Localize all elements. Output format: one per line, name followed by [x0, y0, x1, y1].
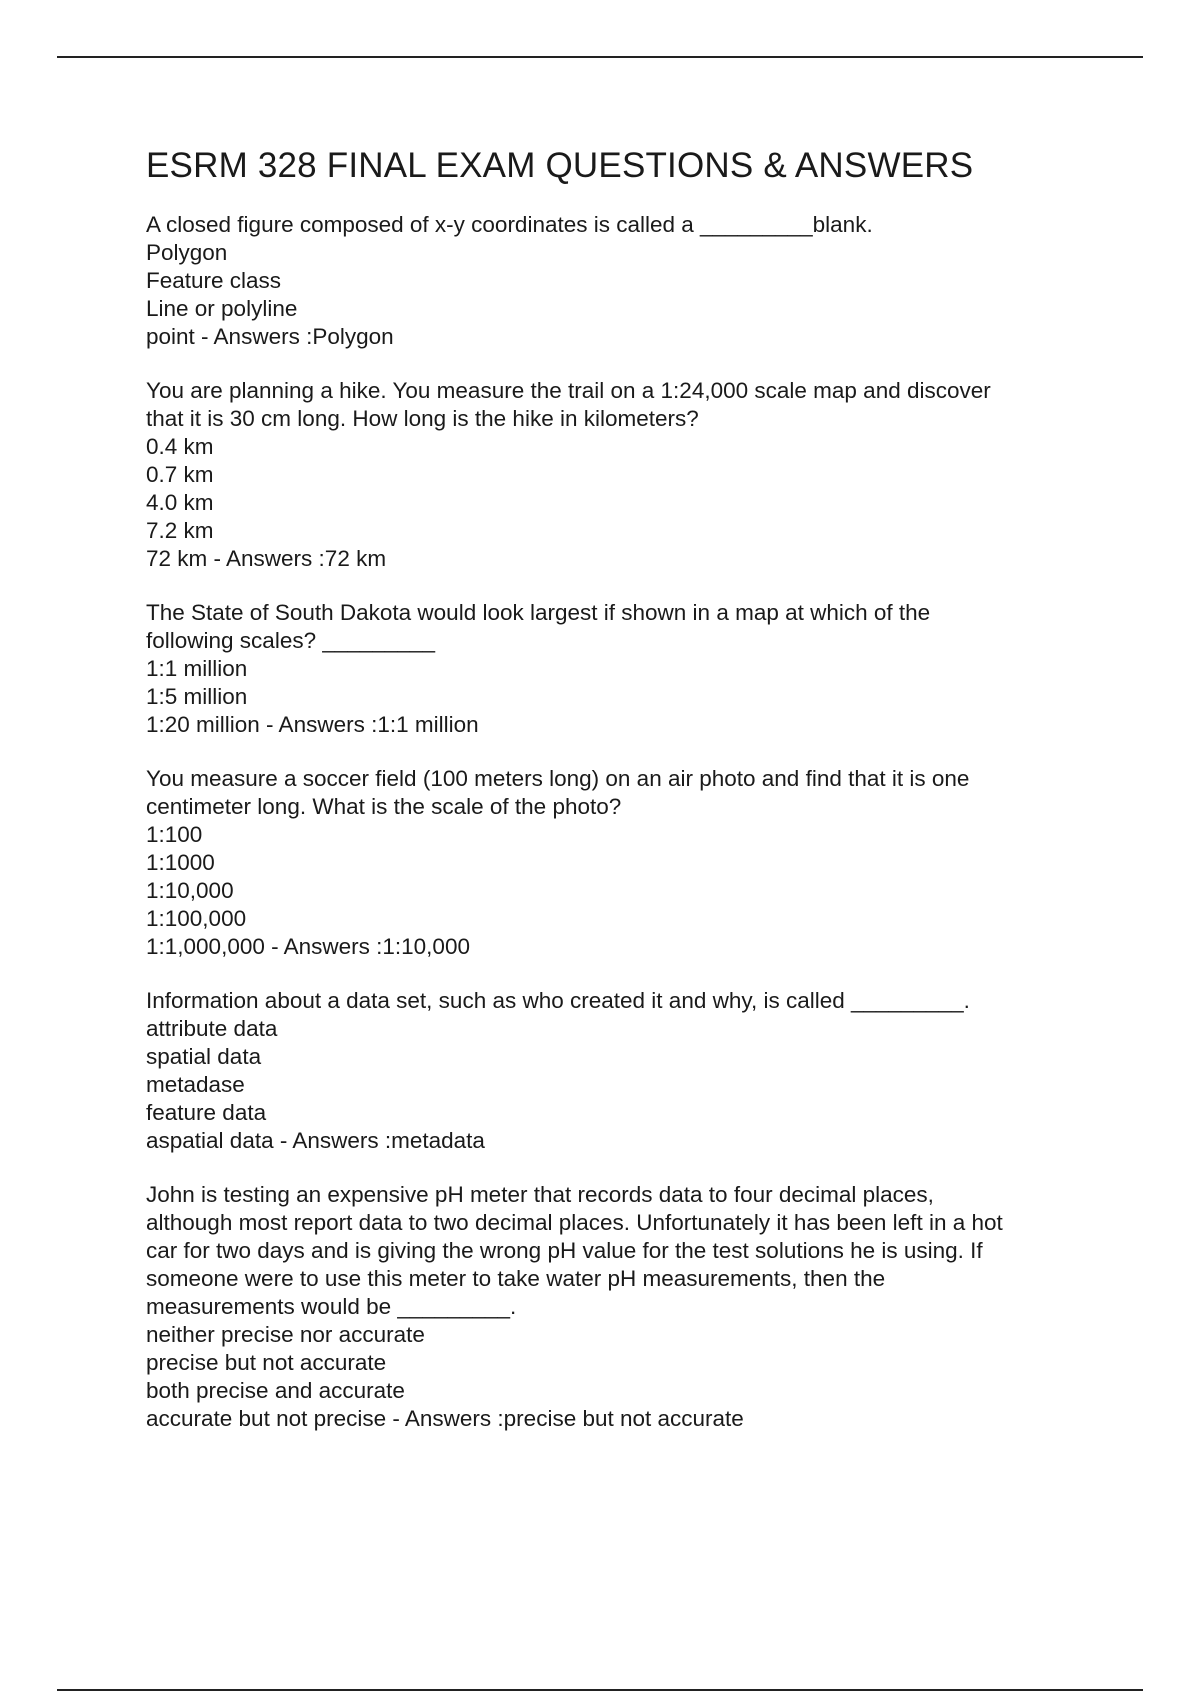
question-block	[146, 211, 1106, 351]
option-text: spatial data	[146, 1044, 262, 1069]
question-text: John is testing an expensive pH meter that records data to four decimal places,	[146, 1182, 934, 1207]
option-text: car for two days and is giving the wrong pH value for the test solutions he is using. If	[146, 1238, 983, 1263]
bottom-rule	[57, 1689, 1143, 1691]
option-text: Feature class	[146, 268, 282, 293]
option-text: feature data	[146, 1100, 267, 1125]
option-text: although most report data to two decimal places. Unfortunately it has been left in a hot	[146, 1210, 1003, 1235]
question-block	[146, 377, 1106, 573]
answer-line: point - Answers :Polygon	[146, 324, 394, 349]
option-text: centimeter long. What is the scale of the photo?	[146, 794, 622, 819]
option-text: 0.7 km	[146, 462, 214, 487]
option-text: both precise and accurate	[146, 1378, 405, 1403]
option-text: precise but not accurate	[146, 1350, 387, 1375]
question-text: You are planning a hike. You measure the trail on a 1:24,000 scale map and discover	[146, 378, 991, 403]
option-text: 1:5 million	[146, 684, 248, 709]
question-list	[146, 211, 1106, 1433]
option-text: attribute data	[146, 1016, 278, 1041]
option-text: 1:1000	[146, 850, 215, 875]
question-text: The State of South Dakota would look largest if shown in a map at which of the	[146, 600, 931, 625]
question-text: A closed figure composed of x-y coordinates is called a _________blank.	[146, 212, 873, 237]
option-text: 4.0 km	[146, 490, 214, 515]
option-text: neither precise nor accurate	[146, 1322, 425, 1347]
answer-line: 1:20 million - Answers :1:1 million	[146, 712, 479, 737]
answer-line: aspatial data - Answers :metadata	[146, 1128, 485, 1153]
option-text: 1:1 million	[146, 656, 248, 681]
question-block	[146, 599, 1106, 739]
option-text: metadase	[146, 1072, 245, 1097]
question-block	[146, 1181, 1106, 1433]
question-block	[146, 987, 1106, 1155]
answer-line: 1:1,000,000 - Answers :1:10,000	[146, 934, 470, 959]
option-text: Line or polyline	[146, 296, 298, 321]
top-rule	[57, 56, 1143, 58]
option-text: Polygon	[146, 240, 228, 265]
option-text: measurements would be _________.	[146, 1294, 517, 1319]
question-block	[146, 765, 1106, 961]
option-text: 1:100	[146, 822, 203, 847]
option-text: 1:10,000	[146, 878, 234, 903]
answer-line: accurate but not precise - Answers :precise but not accurate	[146, 1406, 744, 1431]
option-text: 7.2 km	[146, 518, 214, 543]
document-title: ESRM 328 FINAL EXAM QUESTIONS & ANSWERS	[146, 146, 974, 185]
document-body	[146, 140, 1106, 1459]
question-text: Information about a data set, such as who created it and why, is called _________.	[146, 988, 970, 1013]
option-text: 1:100,000	[146, 906, 247, 931]
option-text: following scales? _________	[146, 628, 435, 653]
question-text: You measure a soccer field (100 meters long) on an air photo and find that it is one	[146, 766, 970, 791]
option-text: someone were to use this meter to take water pH measurements, then the	[146, 1266, 886, 1291]
option-text: that it is 30 cm long. How long is the hike in kilometers?	[146, 406, 699, 431]
answer-line: 72 km - Answers :72 km	[146, 546, 387, 571]
option-text: 0.4 km	[146, 434, 214, 459]
